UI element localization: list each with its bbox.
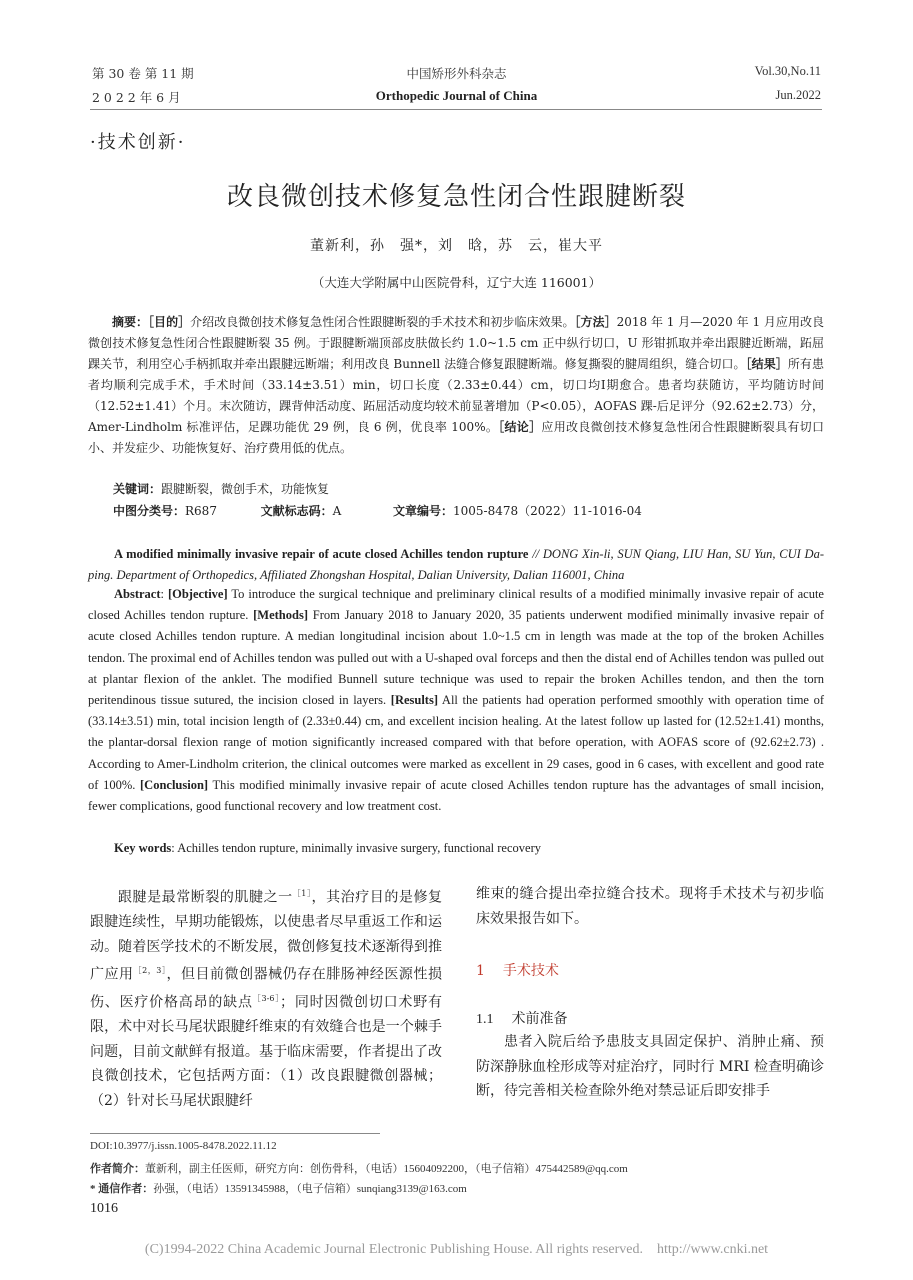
methods-text: 2018 年 1 月—2020 年 1 月应用改良微创技术修复急性闭合性跟腱断裂 35 例。于跟腱断端顶部皮肤做长约 1.0~1.5 cm 正中纵行切口，U 形钳抓取并牵出跟腱近断端，跖屈踝关节，利用空心手柄抓取并牵出跟腱远断端；利用改良 Bunnell 法缝合修复跟腱断端。修复撕裂的腱周组织，缝合切口。 bbox=[88, 315, 824, 371]
header-rule bbox=[90, 109, 822, 110]
abstract-en-label: Abstract bbox=[114, 587, 161, 601]
page-number: 1016 bbox=[90, 1201, 118, 1216]
english-authors: // DONG Xin-li, SUN Qiang, LIU Han, SU Yun, CUI Da-ping. Department of Orthopedics, Affiliated Zhongshan Hospital, Dalian University, Dalian 116001, China bbox=[88, 547, 824, 582]
article-title: 改良微创技术修复急性闭合性跟腱断裂 bbox=[226, 182, 686, 212]
en-objective-text: To introduce the surgical technique and preliminary clinical results of a modified minimally invasive repair of acute closed Achilles tendon rupture. bbox=[88, 587, 824, 623]
authors: 董新利，孙 强*，刘 晗，苏 云，崔大平 bbox=[310, 238, 603, 254]
header-date-en: Jun.2022 bbox=[775, 88, 821, 102]
english-title-block bbox=[88, 544, 824, 586]
header-journal-en: Orthopedic Journal of China bbox=[375, 88, 538, 103]
section-heading-1 bbox=[476, 960, 559, 980]
objective-text: 介绍改良微创技术修复急性闭合性跟腱断裂的手术技术和初步临床效果。 bbox=[190, 315, 575, 329]
classification-line bbox=[113, 502, 642, 519]
citation: ［2，3］ bbox=[133, 966, 167, 976]
subsection-number: 1.1 bbox=[476, 1012, 494, 1027]
article-number-label: 文章编号： bbox=[392, 504, 453, 518]
footnote-rule bbox=[90, 1133, 380, 1134]
en-conclusion-text: This modified minimally invasive repair of acute closed Achilles tendon rupture has the advantages of small incision, fewer complications, good functional recovery and low treatment cost. bbox=[88, 777, 824, 814]
keywords-cn-label: 关键词： bbox=[113, 482, 162, 496]
article-number-value: 1005-8478（2022）11-1016-04 bbox=[452, 504, 642, 518]
affiliation: （大连大学附属中山医院骨科，辽宁大连 116001） bbox=[311, 275, 602, 290]
header-volume-en: Vol.30,No.11 bbox=[754, 64, 821, 78]
clc-label: 中图分类号： bbox=[113, 504, 186, 518]
corresponding-text: 孙强，（电话）13591345988，（电子信箱）sunqiang3139@163.com bbox=[153, 1183, 467, 1195]
body-right-paragraph-1: 维束的缝合提出牵拉缝合技术。现将手术技术与初步临床效果报告如下。 bbox=[476, 886, 824, 927]
results-text: 所有患者均顺利完成手术，手术时间（33.14±3.51）min，切口长度（2.33±0.44）cm，切口均Ⅰ期愈合。患者均获随访，平均随访时间（12.52±1.41）个月。末次随访，踝背伸活动度、跖屈活动度均较术前显著增加（P<0.05），AOFAS 踝-后足评分（92.62±2.73）分，Amer-Lindholm 标准评估，足踝功能优 29 例，良 6 例，优良率 100%。 bbox=[88, 357, 824, 434]
keywords-en bbox=[88, 838, 824, 859]
en-methods-text: From January 2018 to January 2020, 35 patients underwent modified minimally invasive repair of acute closed Achilles tendon rupture. A median longitudinal incision about 1.0~1.5 cm in length was made at the top of the broken Achilles tendon. The proximal end of Achilles tendon was pulled out with a U-shaped oval forceps and then the distal end of Achilles tendon was pulled out at plantar flexion of the anklet. The modified Bunnell suture technique was used to repair the broken Achilles tendon, and then the torn peritendinous tissue sutured, the incision closed in layers. bbox=[88, 608, 824, 708]
en-conclusion-label: [Conclusion] bbox=[140, 777, 209, 792]
en-objective-label: [Objective] bbox=[167, 587, 228, 601]
conclusion-label: ［结论］ bbox=[498, 420, 542, 434]
section-title: 手术技术 bbox=[502, 963, 559, 979]
body-left-column bbox=[90, 882, 442, 1113]
en-methods-label: [Methods] bbox=[253, 608, 308, 623]
keywords-cn-text: 跟腱断裂，微创手术，功能恢复 bbox=[161, 482, 330, 496]
section-tag: ·技术创新· bbox=[90, 132, 186, 153]
body-right-paragraph-2: 患者入院后给予患肢支具固定保护、消肿止痛、预防深静脉血栓形成等对症治疗，同时行 MRI 检查明确诊断，待完善相关检查除外绝对禁忌证后即安排手 bbox=[476, 1034, 824, 1099]
en-results-label: [Results] bbox=[390, 693, 438, 708]
header-journal-cn: 中国矫形外科杂志 bbox=[406, 66, 507, 81]
body-text: 跟腱是最常断裂的肌腱之一 bbox=[118, 889, 293, 906]
subsection-title: 术前准备 bbox=[511, 1011, 568, 1027]
header-volume: 第 30 卷 第 11 期 bbox=[92, 66, 194, 81]
en-results-text: All the patients had operation performed smoothly with operation time of (33.14±3.51) min, total incision length of (2.33±0.44) cm, and excellent incision healing. At the latest follow up lasted for (12.52±1.41) months, the plantar-dorsal flexion range of motion significantly increased compared with that before operation, with AOFAS score of (92.62±2.73) . According to Amer-Lindholm criterion, the clinical outcomes were marked as excellent in 29 cases, good in 6 cases, with excellent and good rate of 100%. bbox=[88, 693, 825, 792]
footnote-doi: DOI:10.3977/j.issn.1005-8478.2022.11.12 bbox=[90, 1140, 277, 1152]
abstract-cn bbox=[88, 312, 824, 459]
copyright-watermark: (C)1994-2022 China Academic Journal Electronic Publishing House. All rights reserved. http://www.cnki.net bbox=[144, 1242, 769, 1257]
author-intro-text: 董新利，副主任医师，研究方向：创伤骨科，（电话）15604092200，（电子信箱）475442589@qq.com bbox=[145, 1163, 628, 1175]
doc-code-value: A bbox=[332, 504, 342, 518]
abstract-en: Abstract: [Objective] To introduce the surgical technique and preliminary clinical results of a modified minimally invasive repair of acute closed Achilles tendon rupture. [Methods] From January 2018 to January 2020, 35 patients underwent modified minimally invasive repair of acute closed Achilles tendon rupture. A median longitudinal incision about 1.0~1.5 cm in length was made at the top of the broken Achilles tendon. The proximal end of Achilles tendon was pulled out with a U-shaped oval forceps and then the distal end of Achilles tendon was pulled out at plantar flexion of the anklet. The modified Bunnell suture technique was used to repair the broken Achilles tendon, and then the torn peritendinous tissue sutured, the incision closed in layers. [Results] All the patients had operation performed smoothly with operation time of (33.14±3.51) min, total incision length of (2.33±0.44) cm, and excellent incision healing. At the latest follow up lasted for (12.52±1.41) months, the plantar-dorsal flexion range of motion significantly increased compared with that before operation, with AOFAS score of (92.62±2.73) . According to Amer-Lindholm criterion, the clinical outcomes were marked as excellent in 29 cases, good in 6 cases, with excellent and good rate of 100%. [Conclusion] This modified minimally invasive repair of acute closed Achilles tendon rupture has the advantages of small incision, fewer complications, good functional recovery and low treatment cost. bbox=[88, 587, 825, 814]
citation: ［1］ bbox=[292, 889, 312, 898]
author-intro-label: 作者简介： bbox=[90, 1163, 145, 1175]
body-text: ，其治疗目的是修复跟腱连续性，早期功能锻炼，以使患者尽早重返工作和运动。随着医学技术的不断发展，微创修复技术逐渐得到推广应用 bbox=[90, 889, 443, 983]
footnote-author-intro bbox=[90, 1160, 628, 1176]
keywords-cn bbox=[113, 480, 329, 497]
keywords-en-label: Key words bbox=[114, 841, 172, 855]
keywords-en-text: : Achilles tendon rupture, minimally invasive surgery, functional recovery bbox=[171, 841, 541, 855]
methods-label: ［方法］ bbox=[574, 315, 617, 329]
section-number: 1 bbox=[476, 963, 485, 979]
citation: ［3-6］ bbox=[252, 994, 281, 1004]
objective-label: ［目的］ bbox=[148, 315, 191, 329]
subsection-heading-1-1 bbox=[476, 1008, 568, 1028]
english-title: A modified minimally invasive repair of acute closed Achilles tendon rupture bbox=[114, 547, 529, 561]
body-text: ，但目前微创器械仍存在腓肠神经医源性损伤、医疗价格高昂的缺点 bbox=[90, 966, 442, 1011]
body-text: ；同时因微创切口术野有限，术中对长马尾状跟腱纤维束的有效缝合也是一个棘手问题，目前文献鲜有报道。基于临床需要，作者提出了改良微创技术，它包括两方面：（1）改良跟腱微创器械；（2）针对长马尾状跟腱纤 bbox=[90, 994, 443, 1109]
corresponding-label: * 通信作者： bbox=[90, 1183, 154, 1195]
abstract-cn-label: 摘要： bbox=[112, 315, 149, 329]
clc-value: R687 bbox=[185, 504, 217, 518]
header-date: 2 0 2 2 年 6 月 bbox=[92, 90, 181, 105]
conclusion-text: 应用改良微创技术修复急性闭合性跟腱断裂具有切口小、并发症少、功能恢复好、治疗费用低的优点。 bbox=[88, 420, 824, 455]
doc-code-label: 文献标志码： bbox=[260, 504, 333, 518]
footnote-corresponding bbox=[90, 1180, 467, 1196]
results-label: ［结果］ bbox=[745, 357, 788, 371]
